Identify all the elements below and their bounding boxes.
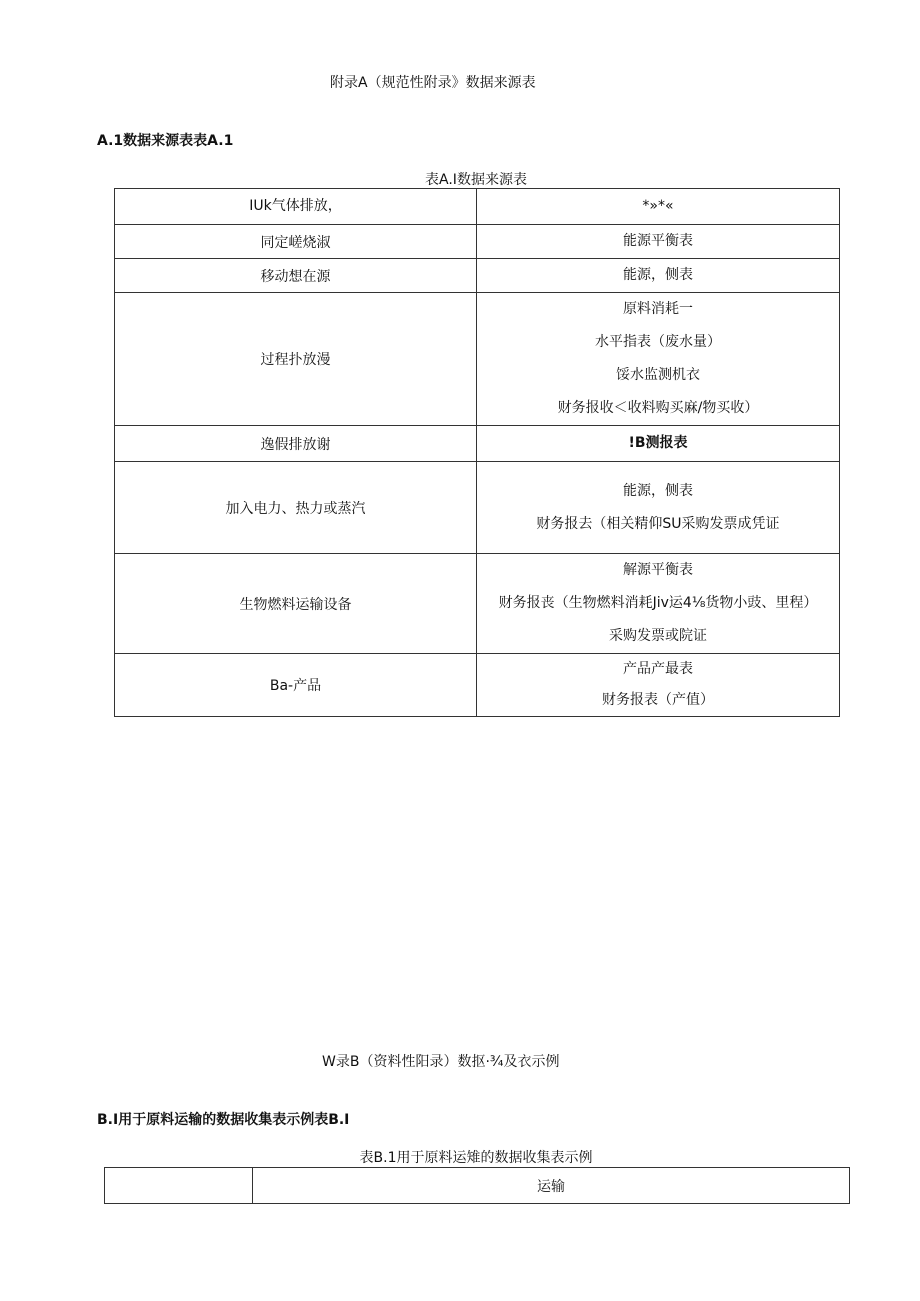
data-cell: 产品产最表 财务报表（产值） [477, 654, 840, 717]
table-row [115, 554, 840, 654]
section-b1-heading: B.I用于原料运输的数据收集表示例表B.I [97, 1112, 350, 1128]
header-cell-right: 运输 [253, 1168, 850, 1204]
table-row [115, 293, 840, 426]
header-cell-left [105, 1168, 253, 1204]
source-cell: 移动想在源 [115, 259, 477, 293]
source-cell: 同定嵯烧淑 [115, 225, 477, 259]
source-cell: 生物燃料运输设备 [115, 554, 477, 654]
table-row [115, 426, 840, 462]
table-row [115, 189, 840, 225]
table-row [115, 462, 840, 554]
table-a1 [114, 188, 840, 717]
data-cell: 原料消耗一 水平指表（废水量） 馁水监测机衣 财务报收＜收料购买麻/物买收） [477, 293, 840, 426]
section-a1-heading: A.1数据来源表表A.1 [97, 133, 234, 149]
table-b1-caption: 表B.1用于原料运雉的数据收集表示例 [359, 1150, 593, 1166]
data-cell: 能源，侧表 [477, 259, 840, 293]
table-b1 [104, 1167, 850, 1204]
table-row [115, 654, 840, 717]
appendix-b-title: W录B（资料性阳录）数抠·¾及衣示例 [322, 1054, 560, 1070]
source-cell: 逸假排放谢 [115, 426, 477, 462]
table-row [115, 259, 840, 293]
header-cell-left: IUk气体排放， [115, 189, 477, 225]
source-cell: Ba-产品 [115, 654, 477, 717]
table-a1-caption: 表A.I数据来源表 [425, 172, 527, 188]
table-row [105, 1168, 850, 1204]
data-cell: !B测报表 [477, 426, 840, 462]
source-cell: 加入电力、热力或蒸汽 [115, 462, 477, 554]
data-cell: 能源平衡表 [477, 225, 840, 259]
appendix-a-title: 附录A（规范性附录》数据来源表 [330, 75, 536, 91]
data-cell: 解源平衡表 财务报丧（生物燃料消耗Jiv运4⅛货物小豉、里程） 采购发票或院证 [477, 554, 840, 654]
source-cell: 过程扑放漫 [115, 293, 477, 426]
header-cell-right: *»*« [477, 189, 840, 225]
data-cell: 能源，侧表 财务报去（相关精仰SU采购发票成凭证 [477, 462, 840, 554]
table-row [115, 225, 840, 259]
